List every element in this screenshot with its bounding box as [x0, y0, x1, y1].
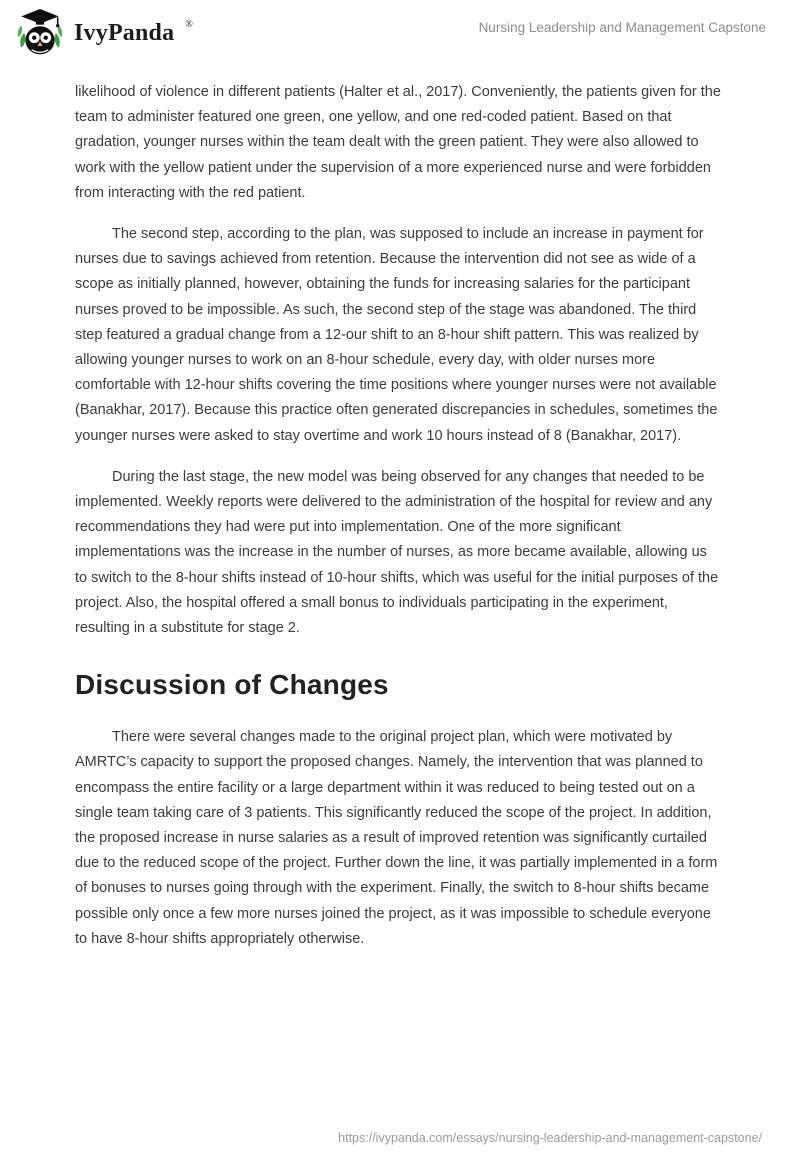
body-paragraph: During the last stage, the new model was being observed for any changes that needed to be implemented. Weekly reports were delivered to the administration of the hospital for review and any recommendations they had were put into implementation. One of the more significant implementations was the increase in the number of nurses, as more became available, allowing us to switch to the 8-hour shifts instead of 10-hour shifts, which was useful for the initial purposes of the project. Also, the hospital offered a small bonus to individuals participating in the experiment, resulting in a substitute for stage 2.: [75, 468, 719, 637]
body-paragraph: The second step, according to the plan, was supposed to include an increase in payment for nurses due to savings achieved from retention. Because the intervention did not see as wide of a scope as initially planned, however, obtaining the funds for increasing salaries for the participant nurses proved to be impossible. As such, the second step of the stage was abandoned. The third step featured a gradual change from a 12-our shift to an 8-hour shift pattern. This was realized by allowing younger nurses to work on an 8-hour schedule, every day, with older nurses more comfortable with 12-hour shifts covering the time positions where younger nurses were not available (Banakhar, 2017). Because this practice often generated discrepancies in schedules, sometimes the younger nurses were asked to stay overtime and work 10 hours instead of 8 (Banakhar, 2017).: [75, 226, 718, 444]
document-title: Nursing Leadership and Management Capstone: [478, 20, 766, 35]
registered-trademark: ®: [185, 18, 193, 30]
ivypanda-logo-link[interactable]: [16, 8, 193, 58]
page-header: [0, 0, 800, 58]
source-url-link[interactable]: https://ivypanda.com/essays/nursing-leadership-and-management-capstone/: [338, 1131, 762, 1145]
section-heading: Discussion of Changes: [75, 669, 389, 701]
essay-content: [0, 58, 800, 952]
body-paragraph: There were several changes made to the original project plan, which were motivated by AMRTC’s capacity to support the proposed changes. Namely, the intervention that was planned to encompass the entire facility or a large department within it was reduced to being tested out on a single team taking care of 3 patients. This significantly reduced the scope of the project. In addition, the proposed increase in nurse salaries as a result of improved retention was significantly curtailed due to the reduced scope of the project. Further down the line, it was partially implemented in a form of bonuses to nurses going through with the experiment. Finally, the switch to 8-hour shifts became possible only once a few more nurses joined the project, as it was impossible to schedule everyone to have 8-hour shifts appropriately otherwise.: [75, 729, 718, 947]
body-paragraph: likelihood of violence in different patients (Halter et al., 2017). Conveniently, the patients given for the team to administer featured one green, one yellow, and one red-coded patient. Based on that gradation, younger nurses within the team dealt with the green patient. They were also allowed to work with the yellow patient under the supervision of a more experienced nurse and were forbidden from interacting with the red patient.: [75, 84, 721, 201]
ivypanda-owl-icon: [16, 8, 64, 58]
brand-name: IvyPanda: [74, 19, 175, 46]
